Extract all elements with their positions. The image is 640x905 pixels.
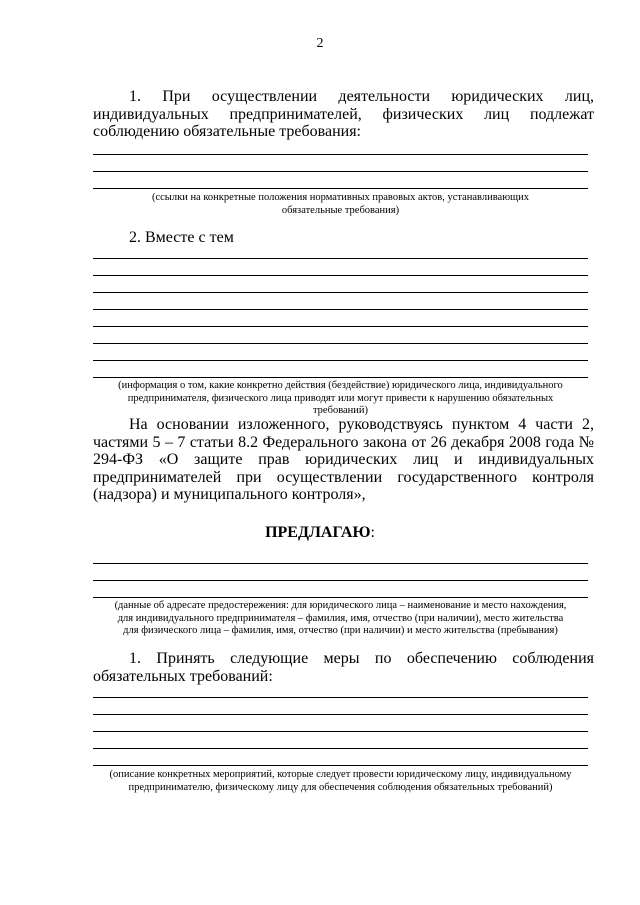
proposal-heading: [0, 524, 640, 542]
page-number: 2: [316, 36, 324, 51]
fill-line: [93, 697, 588, 698]
proposal-heading-word: ПРЕДЛАГАЮ: [265, 524, 371, 541]
proposal-note-line-1: (данные об адресате предостережения: для юридического лица – наименование и место нахождения,: [114, 600, 567, 611]
fill-line: [93, 714, 588, 715]
basis-text: На основании изложенного, руководствуясь пунктом 4 части 2, частями 5 – 7 статьи 8.2 Федерального закона от 26 декабря 2008 года № 294-ФЗ «О защите прав юридических лиц и индивидуальных предпринимателей при осуществлении государственного контроля (надзора) и муниципального контроля»,: [93, 416, 594, 503]
fill-line: [93, 171, 588, 172]
fill-line: [93, 597, 588, 598]
fill-line: [93, 188, 588, 189]
fill-line: [93, 377, 588, 378]
fill-line: [93, 292, 588, 293]
measures-note: (описание конкретных мероприятий, которые следует провести юридическому лицу, индивидуальному предпринимателю, физическому лицу для обеспечения соблюдения обязательных требований): [109, 769, 572, 793]
section-1-text: 1. При осуществлении деятельности юридических лиц, индивидуальных предпринимателей, физических лиц подлежат соблюдению обязательные требования:: [93, 88, 594, 140]
fill-line: [93, 343, 588, 344]
fill-line: [93, 275, 588, 276]
fill-line: [93, 765, 588, 766]
proposal-note-line-3: для физического лица – фамилия, имя, отчество (при наличии) и место жительства (пребывания): [123, 625, 558, 636]
fill-line: [93, 154, 588, 155]
proposal-heading-colon: :: [370, 524, 375, 541]
section-1-note: (ссылки на конкретные положения нормативных правовых актов, устанавливающих обязательные требования): [151, 192, 530, 216]
section-2-text: 2. Вместе с тем: [129, 229, 234, 246]
fill-line: [93, 326, 588, 327]
fill-line: [93, 563, 588, 564]
fill-line: [93, 580, 588, 581]
measures-text: 1. Принять следующие меры по обеспечению соблюдения обязательных требований:: [93, 650, 594, 685]
fill-line: [93, 309, 588, 310]
proposal-note-line-2: для индивидуального предпринимателя – фамилия, имя, отчество (при наличии), место жительства: [117, 612, 564, 624]
fill-line: [93, 731, 588, 732]
fill-line: [93, 258, 588, 259]
fill-line: [93, 748, 588, 749]
section-2-note: (информация о том, какие конкретно действия (бездействие) юридического лица, индивидуального предпринимателя, физического лица приводят или могут привести к нарушению обязательных требований): [118, 380, 563, 416]
fill-line: [93, 360, 588, 361]
proposal-note: [93, 600, 588, 638]
